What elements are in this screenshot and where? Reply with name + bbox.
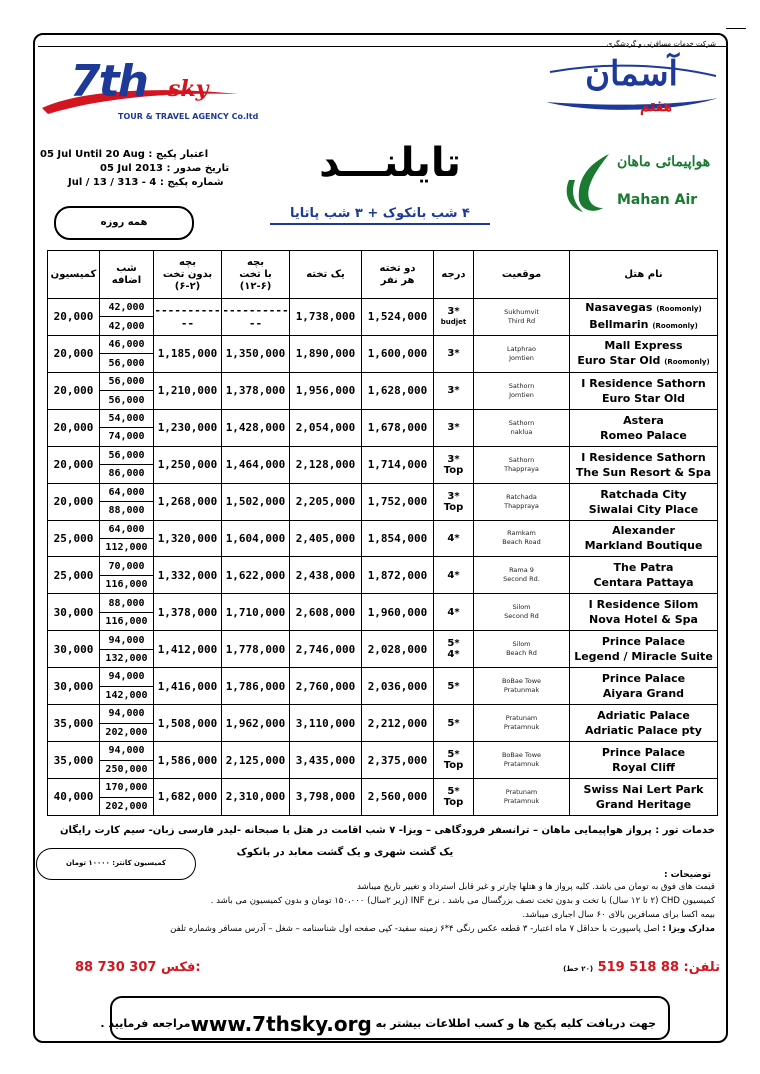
extra-night-cell: 46,000 56,000 (100, 335, 154, 372)
location-cell: Pratunam Pratamnuk (474, 705, 570, 742)
grade-cell: 3* (434, 409, 474, 446)
page-subtitle: ۴ شب بانکوک + ۳ شب پاتایا (270, 206, 490, 225)
double-cell: 2,028,000 (362, 631, 434, 668)
package-info (40, 148, 230, 190)
child-no-bed-cell: 1,268,000 (154, 483, 222, 520)
extra-night-cell: 94,000 202,000 (100, 705, 154, 742)
child-no-bed-cell: 1,230,000 (154, 409, 222, 446)
commission-cell: 25,000 (48, 557, 100, 594)
grade-cell: 4* (434, 557, 474, 594)
commission-cell: 30,000 (48, 594, 100, 631)
extra-night-cell: 56,000 56,000 (100, 372, 154, 409)
child-no-bed-cell: ------------ (154, 299, 222, 336)
hotel-cell: Swiss Nai Lert Park Grand Heritage (570, 778, 718, 815)
child-with-bed-cell: 1,378,000 (222, 372, 290, 409)
extra-night-cell: 94,000 142,000 (100, 668, 154, 705)
price-table (47, 250, 718, 816)
double-cell: 2,560,000 (362, 778, 434, 815)
table-row (48, 705, 718, 742)
single-cell: 1,738,000 (290, 299, 362, 336)
notes-heading: توضیحات : (663, 870, 711, 880)
double-cell: 1,960,000 (362, 594, 434, 631)
double-cell: 1,854,000 (362, 520, 434, 557)
child-no-bed-cell: 1,320,000 (154, 520, 222, 557)
grade-cell: 5* 4* (434, 631, 474, 668)
location-cell: Sukhumvit Third Rd (474, 299, 570, 336)
header-commission: کمیسیون (48, 251, 100, 299)
single-cell: 1,890,000 (290, 335, 362, 372)
child-no-bed-cell: 1,210,000 (154, 372, 222, 409)
fax-label: فکس: (160, 960, 201, 975)
aseman-subtitle: شرکت خدمات مسافرتی و گردشگری (606, 40, 716, 48)
visa-docs-label: مدارک ویزا : (662, 924, 715, 934)
hotel-cell: I Residence Silom Nova Hotel & Spa (570, 594, 718, 631)
header-child-with-bed: بچه با تخت (۱۲-۶) (222, 251, 290, 299)
hotel-cell: Adriatic Palace Adriatic Palace pty (570, 705, 718, 742)
child-with-bed-cell: ------------ (222, 299, 290, 336)
header-grade: درجه (434, 251, 474, 299)
child-no-bed-cell: 1,508,000 (154, 705, 222, 742)
double-cell: 1,628,000 (362, 372, 434, 409)
extra-night-cell: 88,000 116,000 (100, 594, 154, 631)
child-with-bed-cell: 1,350,000 (222, 335, 290, 372)
single-cell: 2,128,000 (290, 446, 362, 483)
commission-cell: 20,000 (48, 409, 100, 446)
grade-cell: 5* (434, 668, 474, 705)
hotel-cell: Nasavegas (Roomonly) Bellmarin (Roomonly) (570, 299, 718, 336)
commission-cell: 20,000 (48, 335, 100, 372)
website-banner (100, 996, 670, 1040)
grade-cell: 3* budjet (434, 299, 474, 336)
tel-number: 88 518 519 (597, 960, 680, 975)
commission-cell: 25,000 (48, 520, 100, 557)
child-with-bed-cell: 2,310,000 (222, 778, 290, 815)
hotel-cell: Astera Romeo Palace (570, 409, 718, 446)
single-cell: 2,054,000 (290, 409, 362, 446)
validity: 05 Jul Until 20 Aug : اعتبار پکیج (40, 149, 209, 160)
single-cell: 3,110,000 (290, 705, 362, 742)
mahan-air-emblem-icon (559, 150, 617, 218)
table-row (48, 299, 718, 336)
hotel-cell: Ratchada City Siwalai City Place (570, 483, 718, 520)
commission-cell: 30,000 (48, 631, 100, 668)
child-with-bed-cell: 1,622,000 (222, 557, 290, 594)
website-link[interactable]: www.7thsky.org (190, 1012, 372, 1036)
table-row (48, 778, 718, 815)
double-cell: 1,678,000 (362, 409, 434, 446)
location-cell: Pratunam Pratamnuk (474, 778, 570, 815)
hotel-cell: Prince Palace Royal Cliff (570, 742, 718, 779)
hotel-cell: The Patra Centara Pattaya (570, 557, 718, 594)
table-row (48, 668, 718, 705)
header-single: یک تخته (290, 251, 362, 299)
hotel-cell: I Residence Sathorn The Sun Resort & Spa (570, 446, 718, 483)
hotel-cell: I Residence Sathorn Euro Star Old (570, 372, 718, 409)
single-cell: 2,760,000 (290, 668, 362, 705)
extra-night-cell: 64,000 88,000 (100, 483, 154, 520)
extra-night-cell: 94,000 250,000 (100, 742, 154, 779)
note-2: کمیسیون CHD (۲ تا ۱۲ سال) با تخت و بدون تخت نصف بزرگسال می باشد . نرخ INF (زیر ۲سال) ۱۵۰،۰۰۰ تومان و بدون کمیسیون می باشد . (210, 896, 715, 906)
visa-docs (45, 922, 715, 936)
double-cell: 1,524,000 (362, 299, 434, 336)
single-cell: 3,798,000 (290, 778, 362, 815)
page-title: تایلنـــد (319, 140, 461, 186)
extra-night-cell: 56,000 86,000 (100, 446, 154, 483)
child-no-bed-cell: 1,332,000 (154, 557, 222, 594)
child-with-bed-cell: 1,428,000 (222, 409, 290, 446)
website-post: مراجعه فرمایید . (100, 1017, 191, 1030)
child-with-bed-cell: 1,604,000 (222, 520, 290, 557)
extra-night-cell: 94,000 132,000 (100, 631, 154, 668)
grade-cell: 4* (434, 520, 474, 557)
agency-logo (40, 56, 259, 126)
commission-cell: 20,000 (48, 372, 100, 409)
visa-docs-text: اصل پاسپورت با حداقل ۷ ماه اعتبار- ۳ قطعه عکس رنگی ۴*۶ زمینه سفید- کپی صفحه اول شناسنامه – شغل – آدرس مسافر وشماره تلفن (170, 924, 663, 934)
commission-badge: کمیسیون کانتر: ۱۰۰۰۰ تومان (36, 848, 196, 880)
grade-cell: 5* Top (434, 778, 474, 815)
tel-label: تلفن: (683, 960, 720, 975)
location-cell: Ramkam Beach Road (474, 520, 570, 557)
tel-lines-note: (۲۰ خط) (563, 965, 594, 973)
issue-date: 05 Jul 2013 : تاریخ صدور (100, 163, 230, 174)
website-text (100, 1012, 656, 1036)
extra-night-cell: 42,000 42,000 (100, 299, 154, 336)
double-cell: 2,375,000 (362, 742, 434, 779)
grade-cell: 5* Top (434, 742, 474, 779)
commission-cell: 20,000 (48, 446, 100, 483)
child-no-bed-cell: 1,250,000 (154, 446, 222, 483)
header-double: دو تخته هر نفر (362, 251, 434, 299)
double-cell: 2,212,000 (362, 705, 434, 742)
note-1: قیمت های فوق به تومان می باشد. کلیه پرواز ها و هتلها چارتر و غیر قابل استرداد و تغییر تاریخ میباشد (357, 882, 715, 892)
child-with-bed-cell: 1,778,000 (222, 631, 290, 668)
services-line-2: یک گشت شهری و یک گشت معابد در بانکوک (236, 847, 454, 858)
child-no-bed-cell: 1,412,000 (154, 631, 222, 668)
commission-cell: 40,000 (48, 778, 100, 815)
aseman-name: آسمان (585, 54, 678, 94)
location-cell: BoBae Towe Pratunmak (474, 668, 570, 705)
extra-night-cell: 64,000 112,000 (100, 520, 154, 557)
grade-cell: 5* (434, 705, 474, 742)
telephone (440, 960, 720, 975)
table-header-row (48, 251, 718, 299)
package-number: Jul / 13 / 313 - 4 : شماره پکیج (68, 177, 224, 188)
aseman-name-2: هفتم (639, 96, 672, 115)
single-cell: 2,746,000 (290, 631, 362, 668)
hotel-cell: Prince Palace Aiyara Grand (570, 668, 718, 705)
child-no-bed-cell: 1,378,000 (154, 594, 222, 631)
location-cell: BoBae Towe Pratamnuk (474, 742, 570, 779)
single-cell: 2,608,000 (290, 594, 362, 631)
double-cell: 1,600,000 (362, 335, 434, 372)
notes-section (45, 870, 715, 936)
grade-cell: 4* (434, 594, 474, 631)
agency-logo-sky: sky (168, 76, 209, 102)
extra-night-cell: 70,000 116,000 (100, 557, 154, 594)
double-cell: 1,872,000 (362, 557, 434, 594)
commission-cell: 20,000 (48, 299, 100, 336)
agency-logo-main: 7th (70, 56, 147, 107)
extra-night-cell: 170,000 202,000 (100, 778, 154, 815)
table-row (48, 520, 718, 557)
header-location: موقعیت (474, 251, 570, 299)
double-cell: 1,752,000 (362, 483, 434, 520)
location-cell: Rama 9 Second Rd. (474, 557, 570, 594)
child-no-bed-cell: 1,185,000 (154, 335, 222, 372)
hotel-cell: Mall Express Euro Star Old (Roomonly) (570, 335, 718, 372)
margin-tick (726, 28, 746, 29)
single-cell: 3,435,000 (290, 742, 362, 779)
website-pre: جهت دریافت کلیه پکیج ها و کسب اطلاعات بیشتر به (371, 1017, 656, 1030)
table-row (48, 409, 718, 446)
commission-cell: 35,000 (48, 705, 100, 742)
location-cell: Latphrao Jomtien (474, 335, 570, 372)
table-row (48, 335, 718, 372)
location-cell: Sathorn naklua (474, 409, 570, 446)
table-row (48, 557, 718, 594)
child-no-bed-cell: 1,586,000 (154, 742, 222, 779)
header-child-no-bed: بچه بدون تخت (۶-۲) (154, 251, 222, 299)
table-row (48, 631, 718, 668)
single-cell: 2,205,000 (290, 483, 362, 520)
commission-cell: 30,000 (48, 668, 100, 705)
child-with-bed-cell: 1,464,000 (222, 446, 290, 483)
commission-cell: 35,000 (48, 742, 100, 779)
child-with-bed-cell: 1,710,000 (222, 594, 290, 631)
double-cell: 2,036,000 (362, 668, 434, 705)
single-cell: 1,956,000 (290, 372, 362, 409)
fax-number: 88 730 307 (75, 960, 157, 975)
location-cell: Silom Beach Rd (474, 631, 570, 668)
child-with-bed-cell: 2,125,000 (222, 742, 290, 779)
header-hotel: نام هتل (570, 251, 718, 299)
grade-cell: 3* (434, 372, 474, 409)
child-with-bed-cell: 1,962,000 (222, 705, 290, 742)
table-row (48, 372, 718, 409)
grade-cell: 3* Top (434, 446, 474, 483)
child-no-bed-cell: 1,416,000 (154, 668, 222, 705)
hotel-cell: Alexander Markland Boutique (570, 520, 718, 557)
table-row (48, 446, 718, 483)
airline-name-fa: هواپیمائی ماهان (617, 154, 711, 170)
double-cell: 1,714,000 (362, 446, 434, 483)
single-cell: 2,438,000 (290, 557, 362, 594)
aseman-logo (540, 40, 720, 122)
child-with-bed-cell: 1,502,000 (222, 483, 290, 520)
table-row (48, 742, 718, 779)
mahan-air-logo (555, 150, 715, 220)
table-row (48, 594, 718, 631)
header-extra-night: شب اضافه (100, 251, 154, 299)
note-3: بیمه اکسا برای مسافرین بالای ۶۰ سال اجباری میباشد. (522, 910, 715, 920)
airline-name-en: Mahan Air (617, 192, 698, 208)
grade-cell: 3* Top (434, 483, 474, 520)
table-row (48, 483, 718, 520)
single-cell: 2,405,000 (290, 520, 362, 557)
location-cell: Ratchada Thappraya (474, 483, 570, 520)
services-line-1: خدمات تور : پرواز هواپیمایی ماهان – ترانسفر فرودگاهی – ویزا- ۷ شب اقامت در هتل با صبحانه -لیدر فارسی زبان- سیم کارت رایگان (59, 825, 715, 836)
commission-cell: 20,000 (48, 483, 100, 520)
location-cell: Sathorn Jomtien (474, 372, 570, 409)
fax (75, 960, 305, 975)
location-cell: Silom Second Rd (474, 594, 570, 631)
child-no-bed-cell: 1,682,000 (154, 778, 222, 815)
daily-badge: همه روزه (54, 206, 194, 240)
hotel-cell: Prince Palace Legend / Miracle Suite (570, 631, 718, 668)
agency-tagline: TOUR & TRAVEL AGENCY Co.ltd (118, 112, 259, 121)
grade-cell: 3* (434, 335, 474, 372)
extra-night-cell: 54,000 74,000 (100, 409, 154, 446)
child-with-bed-cell: 1,786,000 (222, 668, 290, 705)
location-cell: Sathorn Thappraya (474, 446, 570, 483)
